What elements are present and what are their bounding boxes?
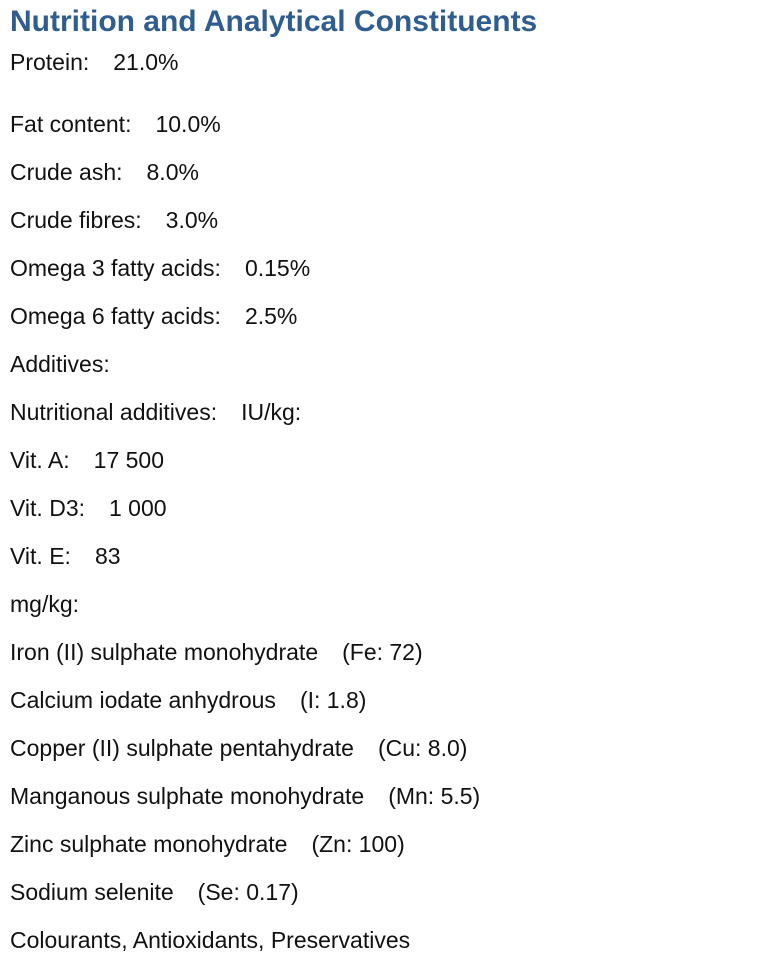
row-value: 21.0% xyxy=(113,49,179,75)
row-zinc xyxy=(10,820,778,868)
row-sodium-selenite xyxy=(10,868,778,916)
row-value: IU/kg: xyxy=(241,399,302,425)
row-manganous xyxy=(10,772,778,820)
row-value: (Zn: 100) xyxy=(311,831,405,857)
row-label: Copper (II) sulphate pentahydrate xyxy=(10,735,354,761)
row-label: Calcium iodate anhydrous xyxy=(10,687,276,713)
row-copper xyxy=(10,724,778,772)
row-label: Iron (II) sulphate monohydrate xyxy=(10,639,319,665)
row-value: 17 500 xyxy=(93,447,165,473)
row-additives xyxy=(10,340,778,388)
row-value: (Mn: 5.5) xyxy=(388,783,481,809)
row-value: (Cu: 8.0) xyxy=(377,735,468,761)
row-value: 8.0% xyxy=(146,159,199,185)
row-value: (Se: 0.17) xyxy=(197,879,299,905)
row-label: mg/kg: xyxy=(10,591,80,617)
row-value: 2.5% xyxy=(244,303,298,329)
row-vit-d3 xyxy=(10,484,778,532)
row-value: (I: 1.8) xyxy=(299,687,367,713)
row-crude-fibres xyxy=(10,196,778,244)
row-iron xyxy=(10,628,778,676)
constituents-list xyxy=(10,49,778,964)
row-calcium-iodate xyxy=(10,676,778,724)
row-label: Omega 3 fatty acids: xyxy=(10,255,221,281)
row-label: Fat content: xyxy=(10,111,132,137)
row-label: Nutritional additives: xyxy=(10,399,218,425)
row-label: Vit. A: xyxy=(10,447,70,473)
row-label: Omega 6 fatty acids: xyxy=(10,303,221,329)
page-title: Nutrition and Analytical Constituents xyxy=(10,5,538,38)
row-label: Protein: xyxy=(10,49,90,75)
row-label: Crude fibres: xyxy=(10,207,142,233)
row-mg-kg xyxy=(10,580,778,628)
row-label: Vit. E: xyxy=(10,543,71,569)
row-label: Additives: xyxy=(10,351,110,377)
row-value: 3.0% xyxy=(165,207,219,233)
row-value: 83 xyxy=(94,543,121,569)
row-label: Crude ash: xyxy=(10,159,123,185)
row-omega-6 xyxy=(10,292,778,340)
row-value: 1 000 xyxy=(109,495,167,521)
row-value: 10.0% xyxy=(155,111,221,137)
row-value: (Fe: 72) xyxy=(342,639,423,665)
row-label: Zinc sulphate monohydrate xyxy=(10,831,288,857)
row-vit-e xyxy=(10,532,778,580)
row-colourants xyxy=(10,916,778,964)
row-label: Colourants, Antioxidants, Preservatives xyxy=(10,927,411,953)
row-omega-3 xyxy=(10,244,778,292)
row-label: Manganous sulphate monohydrate xyxy=(10,783,365,809)
row-label: Vit. D3: xyxy=(10,495,85,521)
row-crude-ash xyxy=(10,148,778,196)
row-value: 0.15% xyxy=(244,255,311,281)
row-fat-content xyxy=(10,100,778,148)
row-protein xyxy=(10,49,778,75)
row-nutritional-additives xyxy=(10,388,778,436)
row-label: Sodium selenite xyxy=(10,879,174,905)
row-vit-a xyxy=(10,436,778,484)
